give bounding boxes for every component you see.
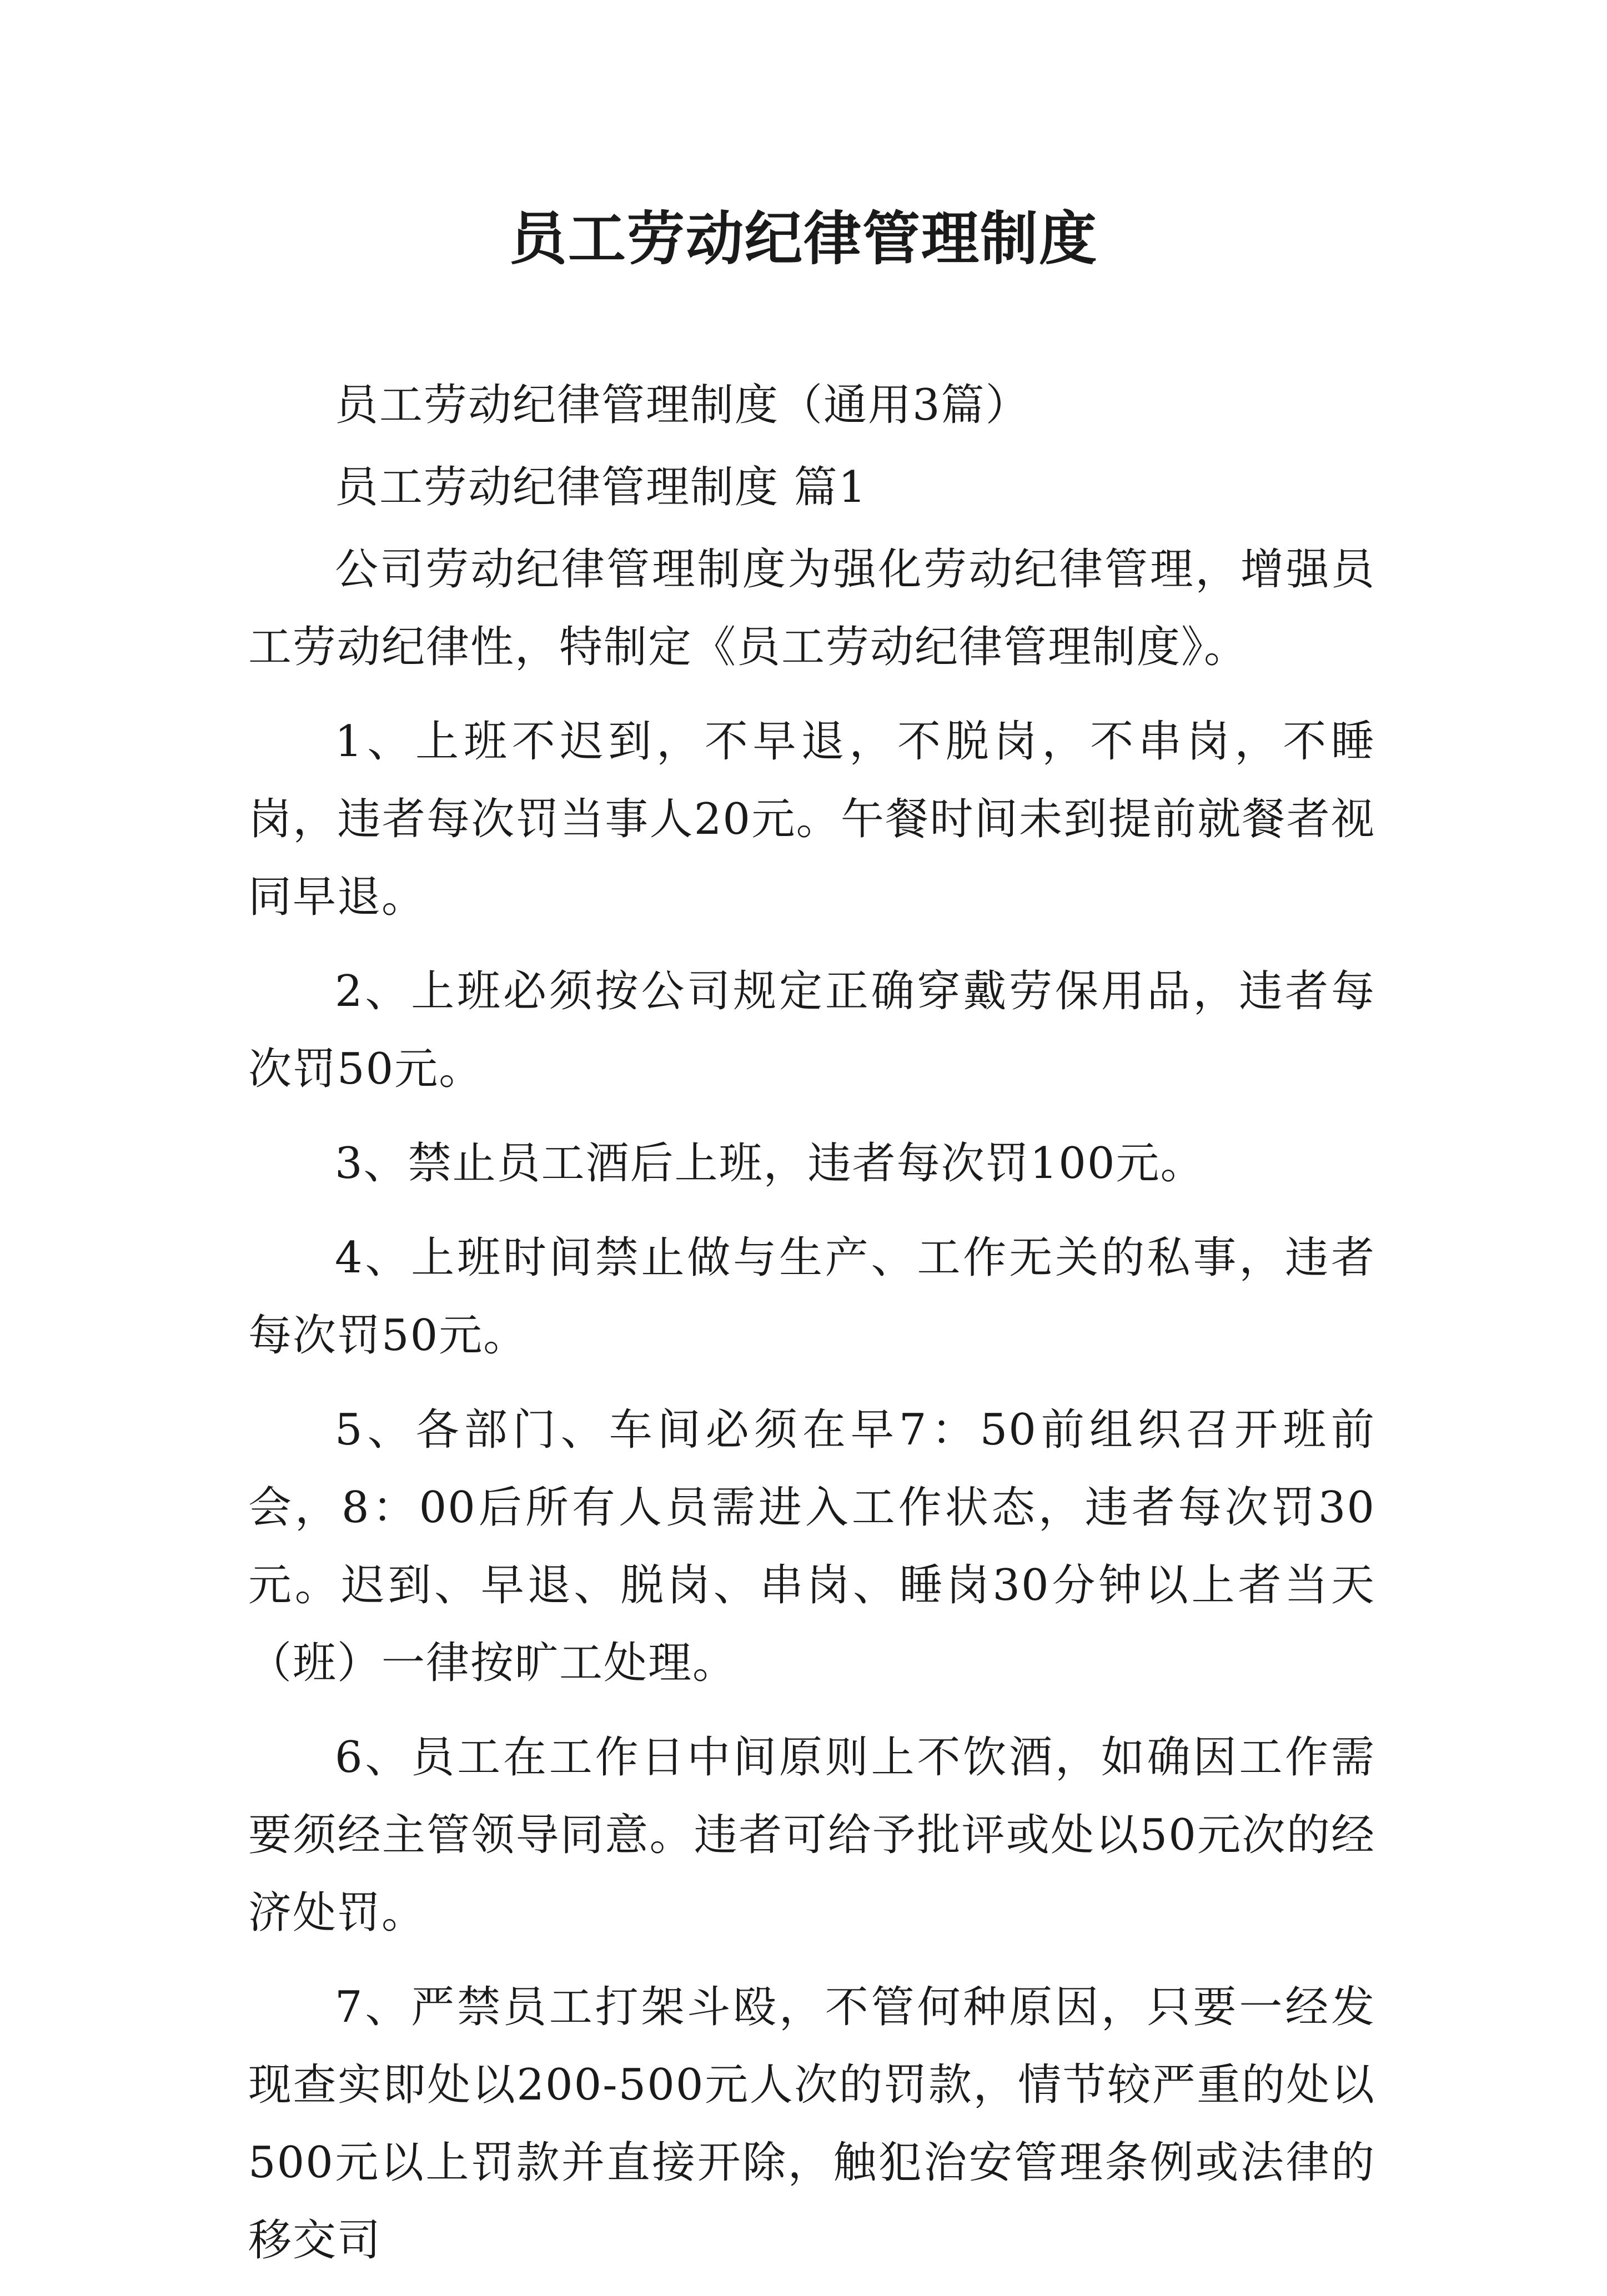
document-body bbox=[248, 366, 1375, 2296]
paragraph-rule-6: 6、员工在工作日中间原则上不饮酒，如确因工作需要须经主管领导同意。违者可给予批评或处以50元次的经济处罚。 bbox=[248, 1733, 1375, 1938]
paragraph-rule-2: 2、上班必须按公司规定正确穿戴劳保用品，违者每次罚50元。 bbox=[248, 966, 1375, 1094]
paragraph-rule-7: 7、严禁员工打架斗殴，不管何种原因，只要一经发现查实即处以200-500元人次的罚款，情节较严重的处以500元以上罚款并直接开除，触犯治安管理条例或法律的移交司 bbox=[248, 1982, 1375, 2265]
paragraph-rule-4: 4、上班时间禁止做与生产、工作无关的私事，违者每次罚50元。 bbox=[248, 1233, 1375, 1361]
paragraph-rule-1: 1、上班不迟到，不早退，不脱岗，不串岗，不睡岗，违者每次罚当事人20元。午餐时间未到提前就餐者视同早退。 bbox=[248, 717, 1375, 922]
paragraph-section-heading: 员工劳动纪律管理制度 篇1 bbox=[335, 462, 867, 512]
paragraph-subtitle: 员工劳动纪律管理制度（通用3篇） bbox=[335, 380, 1030, 430]
paragraph-intro: 公司劳动纪律管理制度为强化劳动纪律管理，增强员工劳动纪律性，特制定《员工劳动纪律管理制度》。 bbox=[248, 545, 1375, 672]
paragraph-rule-5: 5、各部门、车间必须在早7：50前组织召开班前会，8：00后所有人员需进入工作状态，违者每次罚30元。迟到、早退、脱岗、串岗、睡岗30分钟以上者当天（班）一律按旷工处理。 bbox=[248, 1405, 1375, 1688]
document-title: 员工劳动纪律管理制度 bbox=[509, 204, 1098, 273]
paragraph-rule-3: 3、禁止员工酒后上班，违者每次罚100元。 bbox=[335, 1139, 1205, 1189]
